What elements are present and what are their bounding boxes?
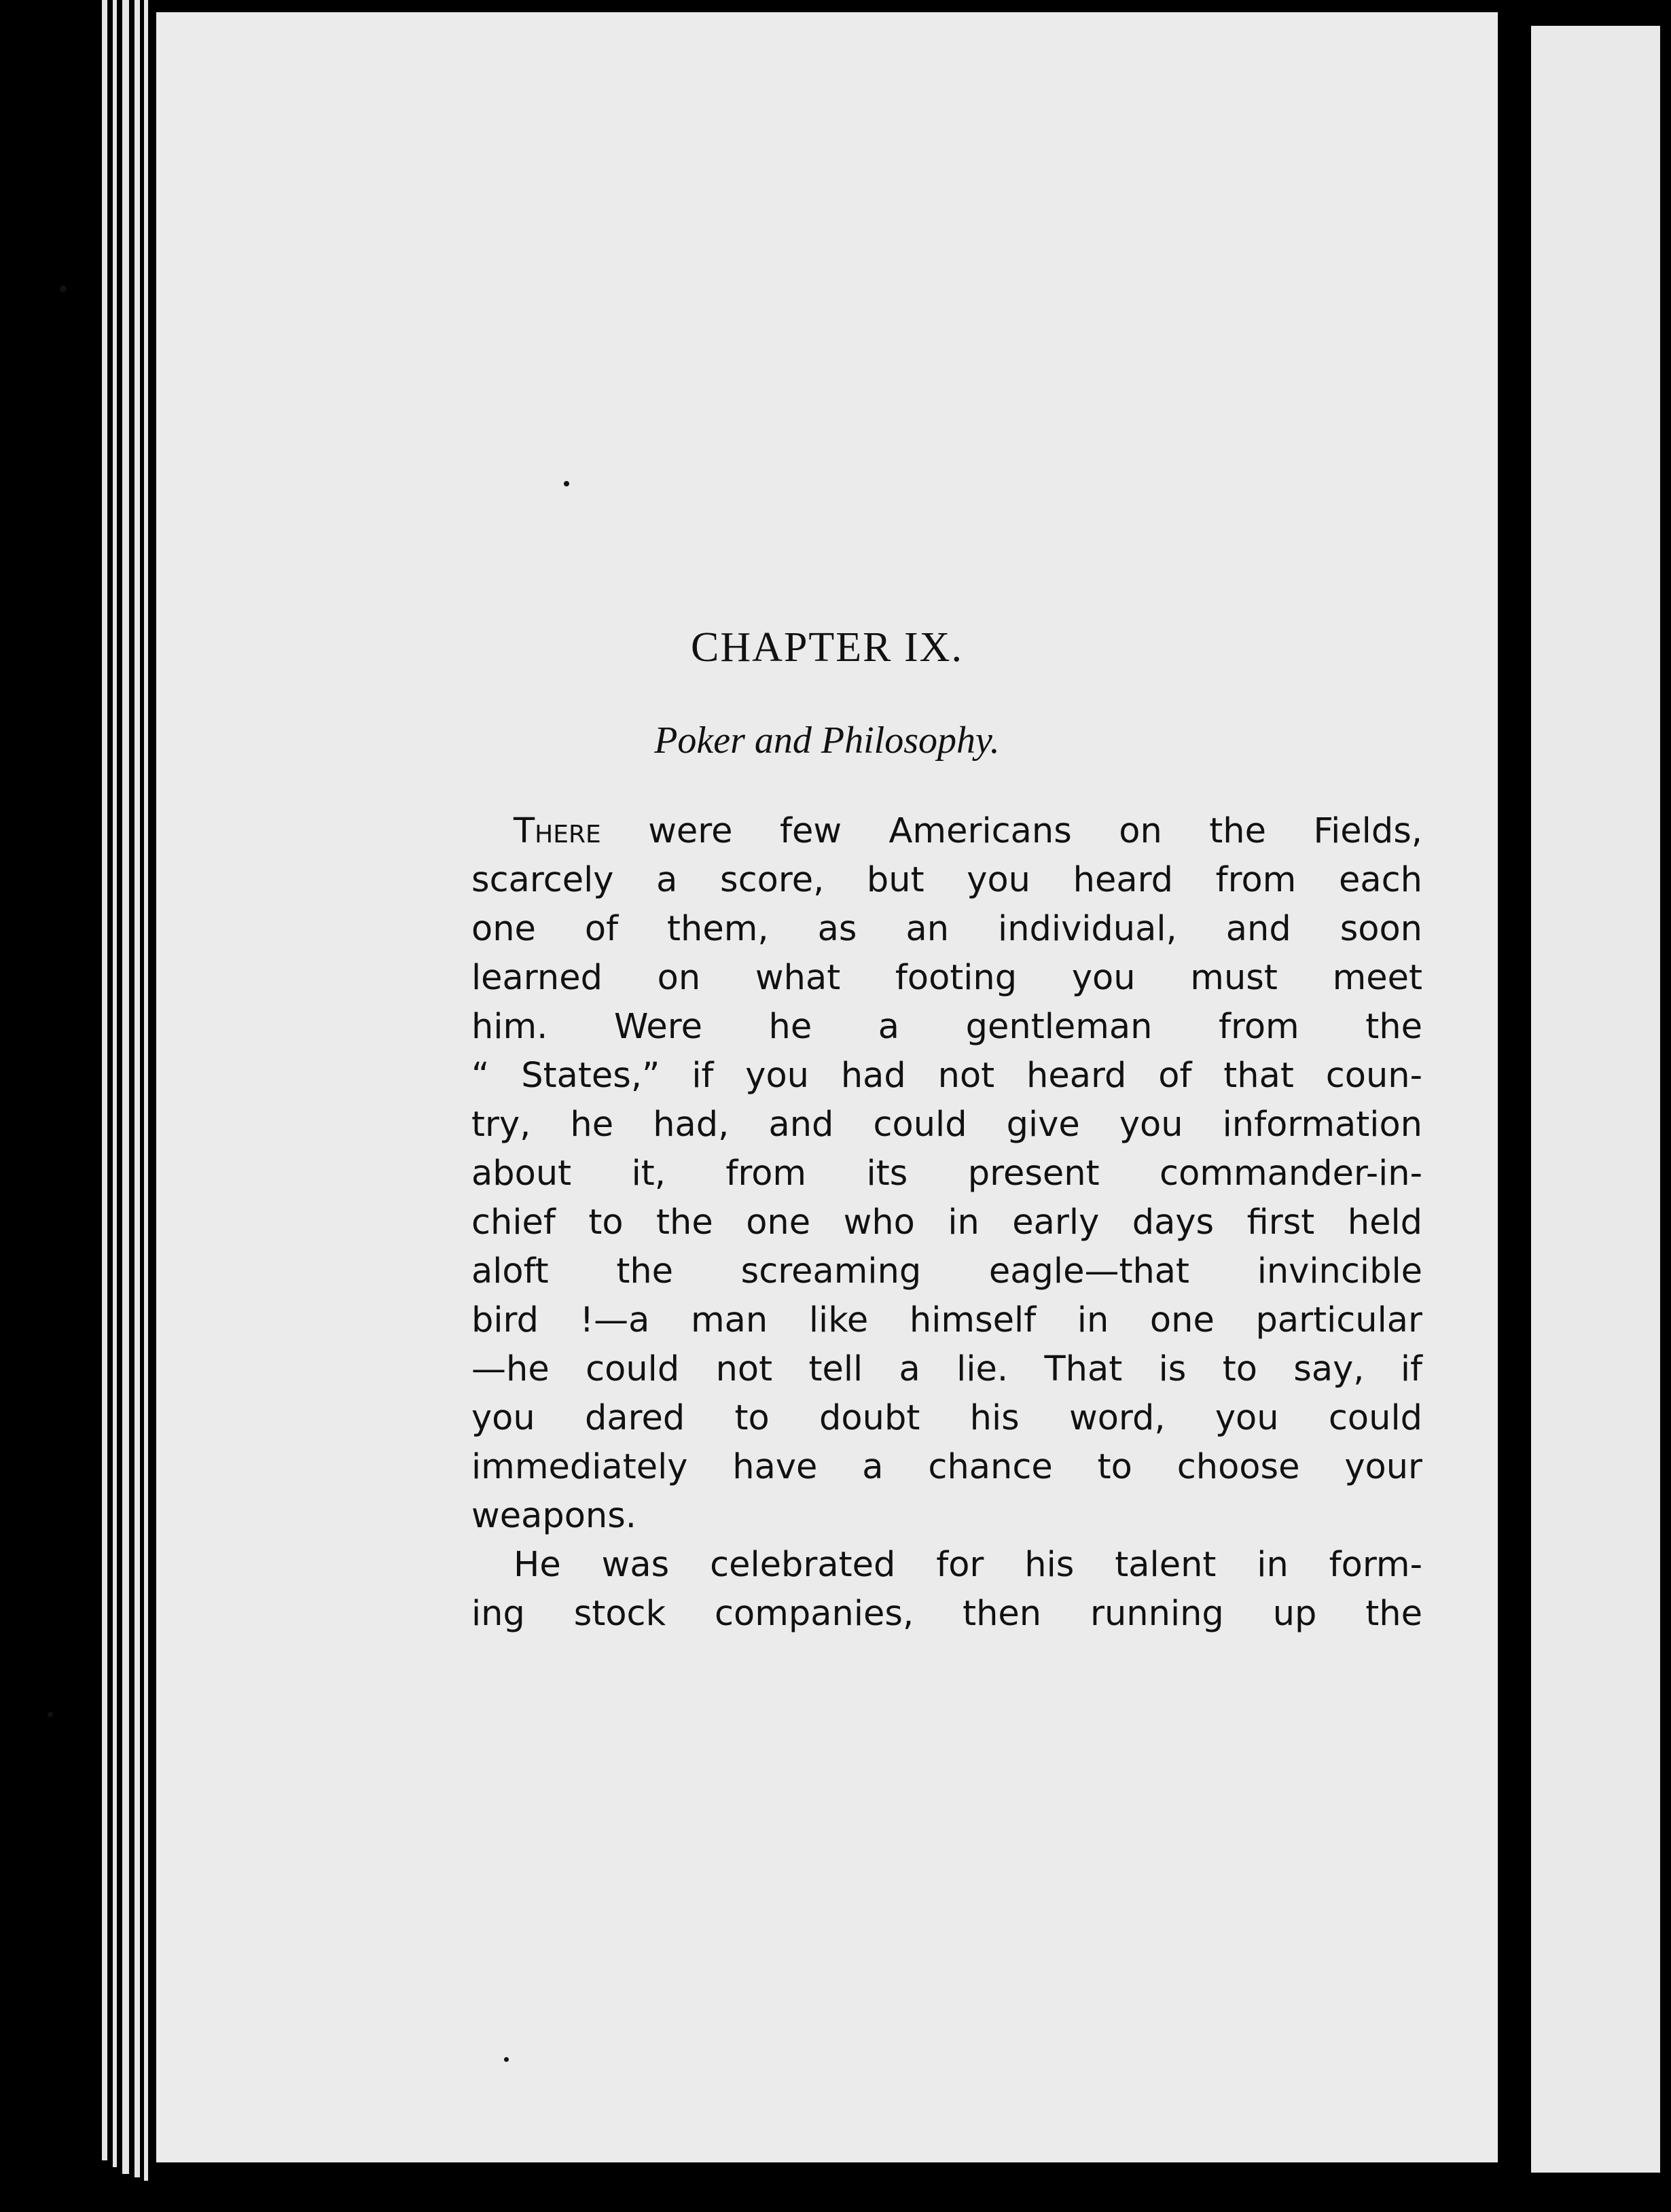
body-text [471,807,1422,1639]
text-line: you dared to doubt his word, you could [471,1398,1422,1438]
scan-speck [564,481,569,486]
text-line: learned on what footing you must meet [471,958,1422,998]
text-line: him. Were he a gentleman from the [471,1007,1422,1047]
scan-speck [48,1712,53,1717]
text-line: chief to the one who in early days first held [471,1202,1422,1243]
paragraph [471,807,1422,1541]
text-line: about it, from its present commander-in- [471,1154,1422,1194]
text-line: “ States,” if you had not heard of that coun- [471,1056,1422,1096]
page-edge [102,0,107,2160]
text-line: immediately have a chance to choose your [471,1447,1422,1487]
chapter-heading: CHAPTER IX. [691,624,963,671]
page-edge [144,0,148,2181]
facing-page-edge [1531,26,1660,2173]
text-line: There were few Americans on the Fields, [514,811,1422,851]
text-line: —he could not tell a lie. That is to say, if [471,1349,1422,1389]
paragraph [471,1541,1422,1639]
text-line: He was celebrated for his talent in form- [514,1545,1422,1585]
scan-speck [504,2057,509,2062]
page-edge [134,0,140,2177]
text-line: one of them, as an individual, and soon [471,909,1422,949]
text-line: aloft the screaming eagle—that invincible [471,1251,1422,1291]
text-line: try, he had, and could give you information [471,1105,1422,1145]
chapter-subtitle: Poker and Philosophy. [654,719,1000,762]
text-line: scarcely a score, but you heard from each [471,860,1422,900]
page-edge [122,0,129,2174]
scan-speck [60,285,67,292]
drop-word: There [514,811,601,851]
text-line: ing stock companies, then running up the [471,1594,1422,1634]
page-edge [113,0,117,2167]
text-line: weapons. [471,1496,637,1536]
text-line: bird !—a man like himself in one particular [471,1300,1422,1340]
book-page [156,12,1498,2162]
